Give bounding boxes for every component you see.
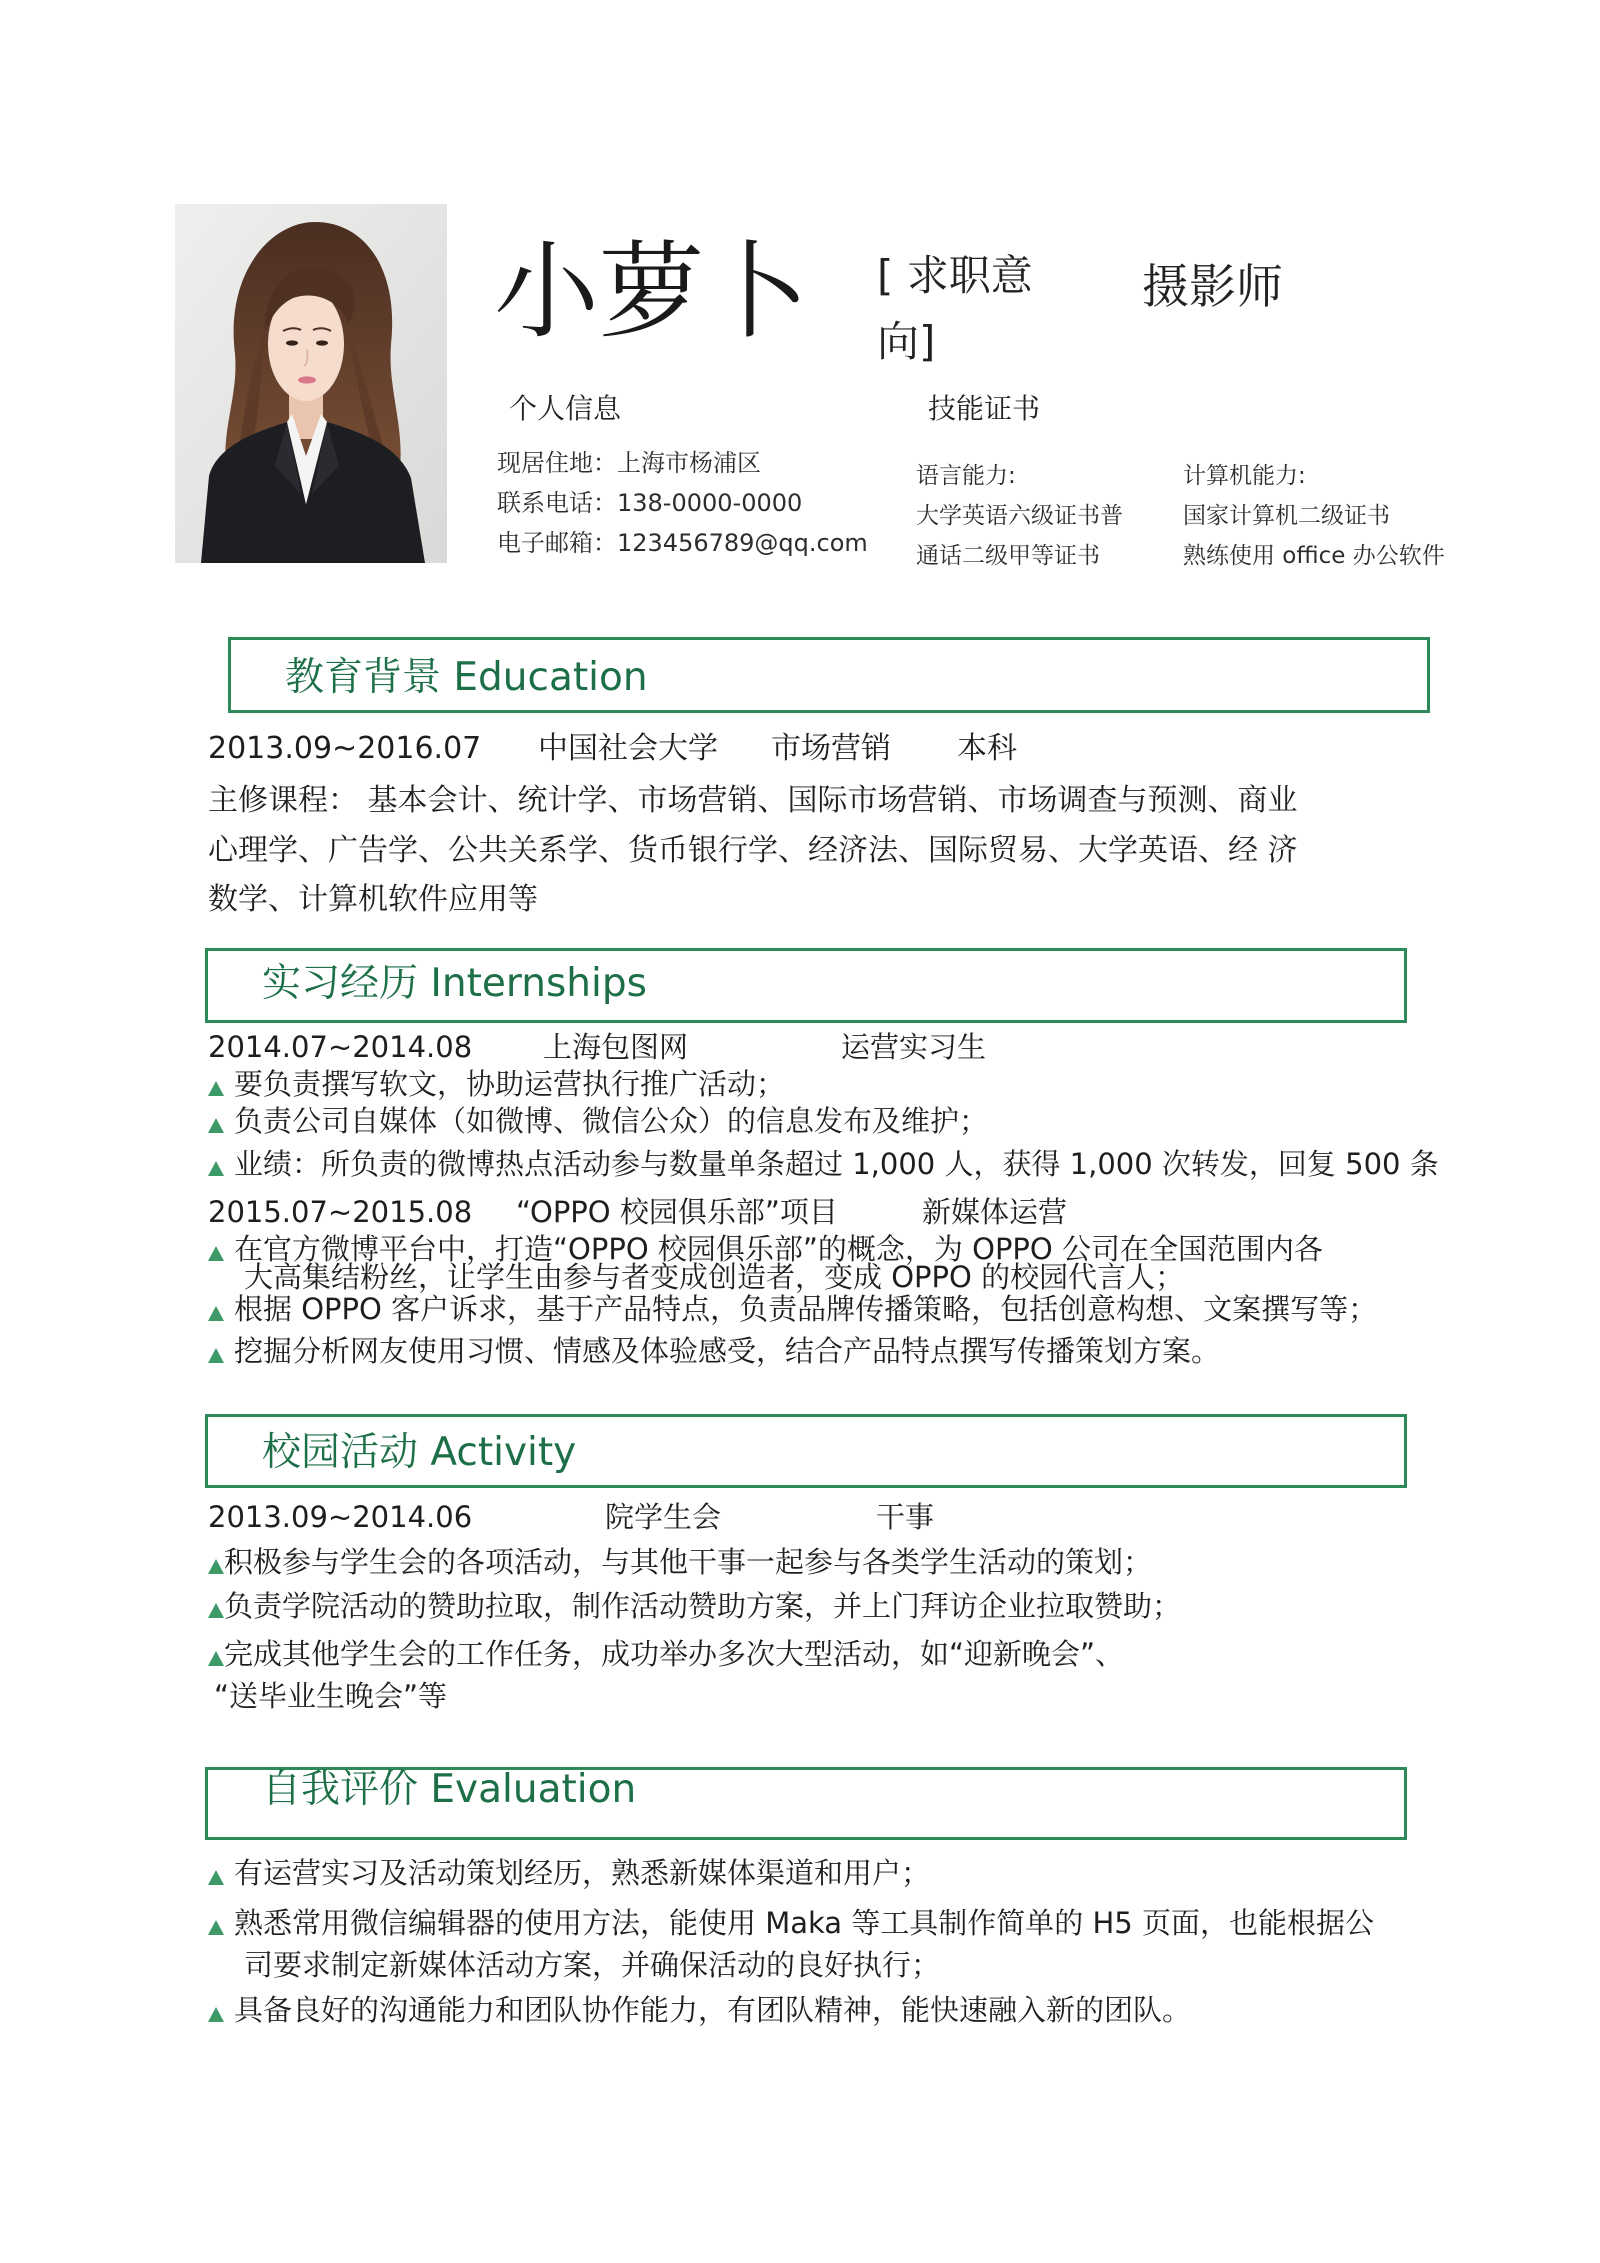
education-period: 2013.09~2016.07 xyxy=(208,731,482,766)
bullet-text: 负责学院活动的赞助拉取，制作活动赞助方案，并上门拜访企业拉取赞助； xyxy=(224,1589,1182,1623)
activity-section-header xyxy=(205,1414,1407,1488)
triangle-up-icon xyxy=(208,1306,224,1321)
internship-bullet xyxy=(208,1292,1378,1326)
bullet-text: 有运营实习及活动策划经历，熟悉新媒体渠道和用户； xyxy=(234,1856,931,1890)
bullet-text: 业绩：所负责的微博热点活动参与数量单条超过 1,000 人，获得 1,000 次转发，回复 500 条 xyxy=(234,1147,1439,1181)
internship-role: 新媒体运营 xyxy=(922,1195,1068,1229)
activity-bullet xyxy=(208,1589,1182,1623)
triangle-up-icon xyxy=(208,2007,224,2022)
bullet-text: 负责公司自媒体（如微博、微信公众）的信息发布及维护； xyxy=(234,1104,989,1138)
internship-bullet xyxy=(208,1104,989,1138)
triangle-up-icon xyxy=(208,1603,224,1618)
evaluation-bullet xyxy=(208,1993,1192,2027)
profile-photo xyxy=(175,204,447,563)
triangle-up-icon xyxy=(208,1348,224,1363)
language-skill-label: 语言能力: xyxy=(916,463,1016,489)
evaluation-heading: 自我评价 Evaluation xyxy=(262,1767,637,1812)
evaluation-bullet xyxy=(208,1906,1374,1940)
bullet-text: 积极参与学生会的各项活动，与其他干事一起参与各类学生活动的策划； xyxy=(224,1545,1153,1579)
education-heading: 教育背景 Education xyxy=(285,655,648,700)
triangle-up-icon xyxy=(208,1246,224,1261)
address-line: 现居住地：上海市杨浦区 xyxy=(497,449,761,477)
computer-skill-label: 计算机能力: xyxy=(1183,463,1306,489)
internship-period: 2015.07~2015.08 xyxy=(208,1195,473,1229)
education-degree: 本科 xyxy=(957,731,1017,766)
internship-bullet xyxy=(208,1334,1221,1368)
computer-skill-line: 熟练使用 office 办公软件 xyxy=(1183,543,1445,569)
language-skill-line: 大学英语六级证书普 xyxy=(916,503,1123,529)
internships-section-header xyxy=(205,948,1407,1023)
internship-bullet xyxy=(208,1067,786,1101)
education-section-header xyxy=(228,637,1430,713)
triangle-up-icon xyxy=(208,1081,224,1096)
computer-skill-line: 国家计算机二级证书 xyxy=(1183,503,1390,529)
triangle-up-icon xyxy=(208,1559,224,1574)
courses-line: 主修课程： 基本会计、统计学、市场营销、国际市场营销、市场调查与预测、商业 xyxy=(208,783,1298,818)
bullet-continuation-text: “送毕业生晚会”等 xyxy=(214,1679,448,1713)
skills-heading: 技能证书 xyxy=(928,392,1041,425)
activity-period: 2013.09~2014.06 xyxy=(208,1500,473,1534)
education-major: 市场营销 xyxy=(771,731,891,766)
internship-role: 运营实习生 xyxy=(841,1030,987,1064)
bullet-text: 要负责撰写软文，协助运营执行推广活动； xyxy=(234,1067,786,1101)
triangle-up-icon xyxy=(208,1118,224,1133)
internship-bullet xyxy=(208,1147,1439,1181)
bullet-text: 根据 OPPO 客户诉求，基于产品特点，负责品牌传播策略，包括创意构想、文案撰写等； xyxy=(234,1292,1378,1326)
internship-period: 2014.07~2014.08 xyxy=(208,1030,473,1064)
bullet-text: 挖掘分析网友使用习惯、情感及体验感受，结合产品特点撰写传播策划方案。 xyxy=(234,1334,1221,1368)
personal-info-heading: 个人信息 xyxy=(509,392,622,425)
language-skill-line: 通话二级甲等证书 xyxy=(916,543,1100,569)
internships-heading: 实习经历 Internships xyxy=(262,961,647,1006)
activity-role: 干事 xyxy=(876,1500,935,1534)
job-intent-value: 摄影师 xyxy=(1142,260,1283,315)
bullet-continuation-text: 大高集结粉丝，让学生由参与者变成创造者，变成 OPPO 的校园代言人； xyxy=(244,1260,1185,1294)
bullet-text: 在官方微博平台中，打造“OPPO 校园俱乐部”的概念，为 OPPO 公司在全国范围内各 xyxy=(234,1232,1323,1266)
activity-bullet xyxy=(208,1545,1153,1579)
activity-heading: 校园活动 Activity xyxy=(262,1430,577,1475)
triangle-up-icon xyxy=(208,1651,224,1666)
phone-line: 联系电话：138-0000-0000 xyxy=(497,489,803,517)
job-intent-label-line-2: 向] xyxy=(877,317,936,366)
activity-bullet xyxy=(208,1637,1125,1671)
triangle-up-icon xyxy=(208,1870,224,1885)
internship-org: “OPPO 校园俱乐部”项目 xyxy=(516,1195,838,1229)
bullet-continuation-text: 司要求制定新媒体活动方案，并确保活动的良好执行； xyxy=(244,1948,941,1982)
bullet-text: 具备良好的沟通能力和团队协作能力，有团队精神，能快速融入新的团队。 xyxy=(234,1993,1192,2027)
courses-line: 数学、计算机软件应用等 xyxy=(208,882,538,917)
internship-org: 上海包图网 xyxy=(543,1030,689,1064)
triangle-up-icon xyxy=(208,1920,224,1935)
evaluation-section-header xyxy=(205,1767,1407,1840)
bullet-text: 完成其他学生会的工作任务，成功举办多次大型活动，如“迎新晚会”、 xyxy=(224,1637,1125,1671)
job-intent-label-line-1: [ 求职意 xyxy=(877,251,1033,300)
email-line: 电子邮箱：123456789@qq.com xyxy=(497,529,868,557)
activity-org: 院学生会 xyxy=(605,1500,722,1534)
candidate-name: 小萝卜 xyxy=(494,231,810,353)
courses-line: 心理学、广告学、公共关系学、货币银行学、经济法、国际贸易、大学英语、经 济 xyxy=(208,833,1298,868)
evaluation-bullet xyxy=(208,1856,931,1890)
bullet-text: 熟悉常用微信编辑器的使用方法，能使用 Maka 等工具制作简单的 H5 页面，也能根据公 xyxy=(234,1906,1374,1940)
triangle-up-icon xyxy=(208,1161,224,1176)
education-school: 中国社会大学 xyxy=(538,731,718,766)
